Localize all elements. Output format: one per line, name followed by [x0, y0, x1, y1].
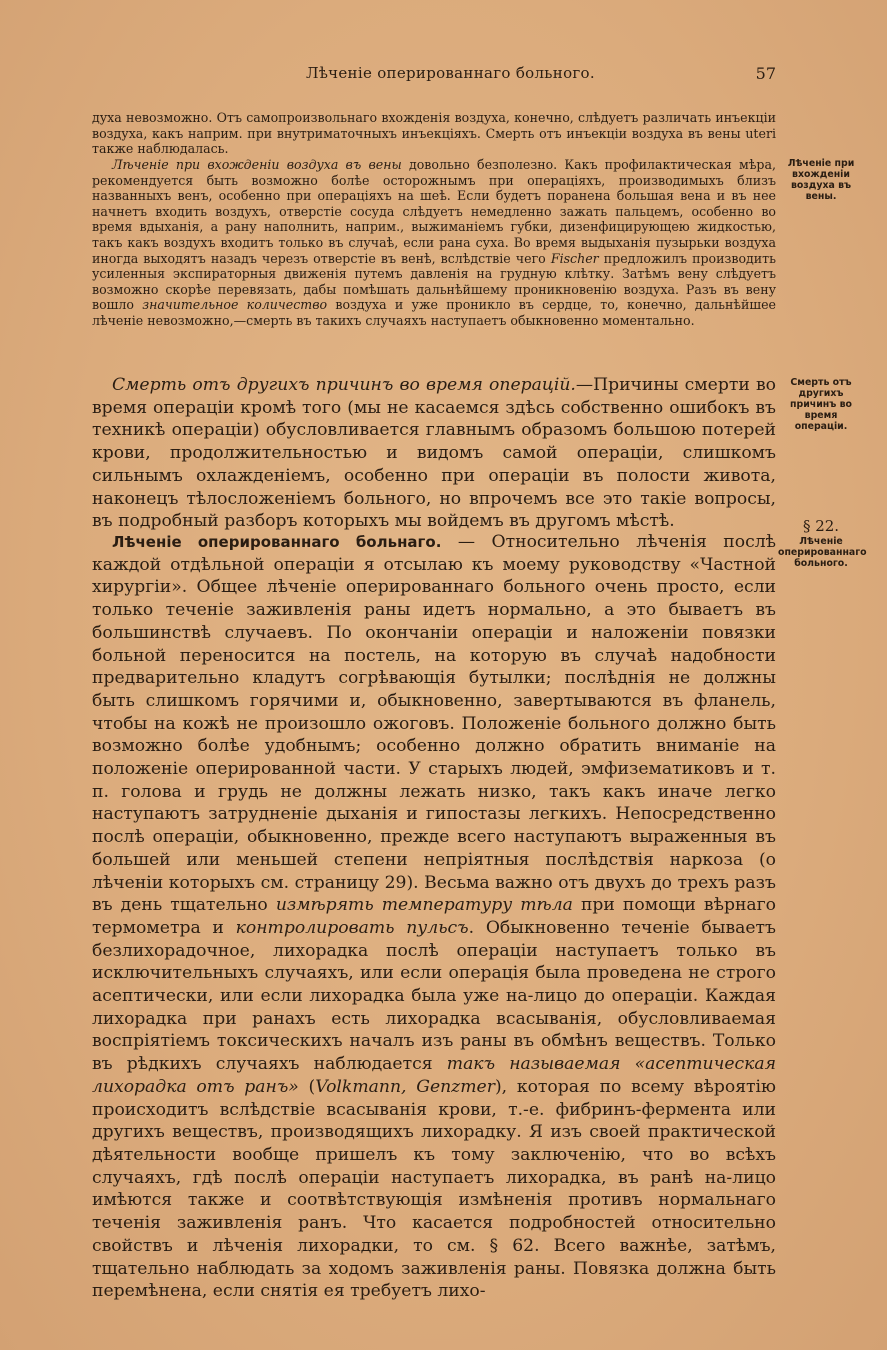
- paragraph-text-part: при помощи вѣрнаго термометра и: [92, 895, 776, 938]
- page-number: 57: [755, 64, 776, 83]
- emphasis: измѣрять температуру тѣла: [275, 895, 573, 916]
- author-names: Volkmann, Genzmer: [315, 1076, 495, 1097]
- emphasis: контролировать пульсъ: [235, 917, 469, 938]
- paragraph-lead: Смерть отъ другихъ причинъ во время операцій.: [112, 375, 576, 395]
- paragraph-text-part: (: [298, 1076, 316, 1097]
- section-heading: Лѣченіе оперированнаго больнаго.: [112, 533, 442, 551]
- running-head-title: Лѣченіе оперированнаго больного.: [306, 64, 595, 82]
- section-postoperative-care: [92, 531, 776, 1303]
- margin-note-section: [778, 517, 867, 569]
- paragraph-text-part: предложилъ производить усиленныя экспираторныя движенія путемъ давленія на грудную клѣтку. Затѣмъ вену слѣдуетъ возможно скорѣе перевязать, дабы помѣшать дальнѣйшему проникновенію воздуха. Разъ въ вену вошло: [92, 250, 777, 313]
- emphasis: значительное количество: [142, 297, 328, 313]
- paragraph-text-part: —Причины смерти во время операціи кромѣ того (мы не касаемся здѣсь собственно ошибокъ въ техникѣ операціи) обусловливается главнымъ образомъ большою потерей крови, продолжительностью и видомъ самой операціи, слишкомъ сильнымъ охлажденіемъ, особенно при операціи въ полости живота, наконецъ тѣлосложеніемъ больного, но впрочемъ все это такіе вопросы, въ подробный разборъ которыхъ мы войдемъ въ другомъ мѣстѣ.: [92, 375, 776, 532]
- section-number: § 22.: [802, 517, 840, 535]
- paragraph-text-part: ), которая по всему вѣроятію происходитъ вслѣдствіе всасыванія крови, т.-е. фибринъ-фермента или другихъ веществъ, производящихъ лихорадку. Я изъ своей практической дѣятельности вообще пришелъ къ тому заключенію, что во всѣхъ случаяхъ, гдѣ послѣ операціи наступаетъ лихорадка, въ ранѣ на-лицо имѣются также и соотвѣтствующія измѣненія противъ нормальнаго теченія заживленія ранъ. Что касается подробностей относительно свойствъ и лѣченія лихорадки, то см. § 62. Всего важнѣе, затѣмъ, тщательно наблюдать за ходомъ заживленія раны. Повязка должна быть перемѣнена, если снятія ея требуетъ лихо-: [92, 1076, 777, 1302]
- paragraph-text: духа невозможно. Отъ самопроизвольнаго вхожденія воздуха, конечно, слѣдуетъ различать инъекціи воздуха, какъ наприм. при внутриматочныхъ инъекціяхъ. Смерть отъ инъекціи воздуха въ вены uteri также наблюдалась.: [92, 110, 776, 157]
- paragraph-death-other-causes: [92, 374, 776, 533]
- paragraph-text-part: — Относительно лѣченія послѣ каждой отдѣльной операціи я отсылаю къ моему руководству «Частной хирургіи». Общее лѣченіе оперированнаго больного очень просто, если только теченіе заживленія раны идетъ нормально, а это бываетъ въ большинствѣ случаевъ. По окончаніи операціи и наложеніи повязки больной переносится на постель, на которую въ случаѣ надобности предварительно кладутъ согрѣвающія бутылки; послѣднія не должны быть слишкомъ горячими и, обыкновенно, завертываются въ фланель, чтобы на кожѣ не произошло ожоговъ. Положеніе больного должно быть возможно болѣе удобнымъ; особенно должно обратить вниманіе на положеніе оперированной части. У старыхъ людей, эмфизематиковъ и т. п. голова и грудь не должны лежать низко, такъ какъ иначе легко наступаютъ затрудненіе дыханія и гипостазы легкихъ. Непосредственно послѣ операціи, обыкновенно, прежде всего наступаютъ выраженныя въ большей или меньшей степени непріятныя послѣдствія наркоза (о лѣченіи которыхъ см. страницу 29). Весьма важно отъ двухъ до трехъ разъ въ день тщательно: [92, 532, 776, 916]
- paragraph-text-part: . Обыкновенно теченіе бываетъ безлихорадочное, лихорадка послѣ операціи наступаетъ только въ исключительныхъ случаяхъ, или если операція была проведена не строго асептически, или если лихорадка была уже на-лицо до операціи. Каждая лихорадка при ранахъ есть лихорадка всасыванія, обусловливаемая воспріятіемъ токсическихъ началъ изъ раны въ обмѣнъ веществъ. Только въ рѣдкихъ случаяхъ наблюдается: [92, 917, 776, 1075]
- emphasis: такъ называемая «асептическая лихорадка отъ ранъ»: [92, 1054, 777, 1097]
- paragraph-text-part: довольно безполезно. Какъ профилактическая мѣра, рекомендуется быть возможно болѣе осторожнымъ при операціяхъ, производимыхъ близъ названныхъ венъ, особенно при операціяхъ на шеѣ. Если будетъ поранена большая вена и въ нее начнетъ входить воздухъ, отверстіе сосуда слѣдуетъ немедленно зажать пальцемъ, особенно во время вдыханія, а рану наполнить, наприм., выжиманіемъ губки, дизенфицирующею жидкостью, такъ какъ воздухъ входитъ только въ случаѣ, если рана суха. Во время выдыханія пузырьки воздуха иногда выходятъ назадъ черезъ отверстіе въ венѣ, вслѣдствіе чего: [92, 157, 776, 266]
- paragraph-lead: Лѣченіе при вхожденіи воздуха въ вены: [112, 157, 402, 172]
- paragraph-text-part: воздуха и уже проникло въ сердце, то, конечно, дальнѣйшее лѣченіе невозможно,—смерть въ такихъ случаяхъ наступаетъ обыкновенно моментально.: [92, 297, 777, 328]
- margin-note-death-causes: Смерть отъ другихъ причинъ во время операціи.: [790, 377, 852, 432]
- author-name: Fischer: [550, 250, 599, 266]
- paragraph-air-embolism-treatment: [92, 157, 776, 329]
- margin-note-air-entry: Лѣченіе при вхожденіи воздуха въ вены.: [787, 158, 855, 202]
- margin-note-postop-care: Лѣченіе оперированнаго больного.: [778, 536, 867, 569]
- paragraph-air-injection: [92, 110, 776, 157]
